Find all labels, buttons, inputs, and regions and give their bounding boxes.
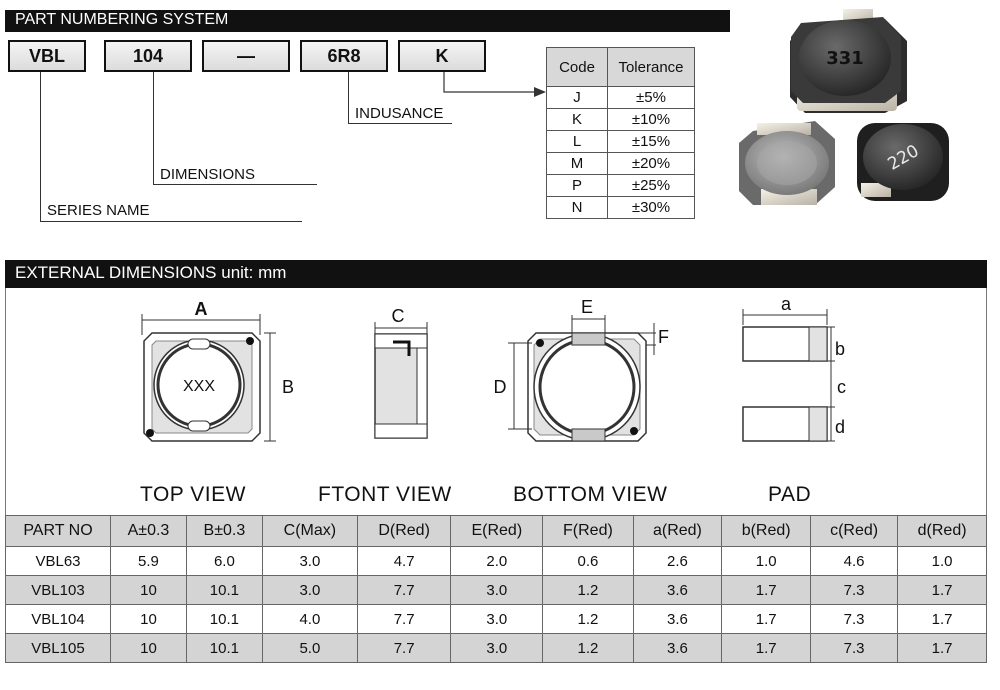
spec-cell: 1.7 xyxy=(722,605,811,634)
spec-cell: 3.6 xyxy=(633,576,722,605)
spec-cell: VBL104 xyxy=(6,605,111,634)
spec-header: A±0.3 xyxy=(111,516,187,547)
separator-box: — xyxy=(202,40,290,72)
spec-cell: 0.6 xyxy=(543,547,633,576)
dim-label-c: c xyxy=(837,377,846,397)
dimensions-leader-line xyxy=(153,72,154,185)
tolerance-value: ±20% xyxy=(608,153,695,175)
dim-label-b: b xyxy=(835,339,846,359)
spec-cell: 7.7 xyxy=(357,634,450,663)
spec-cell: 10 xyxy=(111,576,187,605)
spec-cell: 7.3 xyxy=(811,634,898,663)
spec-cell: 1.7 xyxy=(898,605,987,634)
part-numbering-title: PART NUMBERING SYSTEM xyxy=(5,10,730,32)
dim-label-D: D xyxy=(493,377,507,397)
spec-cell: 3.0 xyxy=(451,634,543,663)
spec-cell: 10 xyxy=(111,605,187,634)
spec-cell: VBL63 xyxy=(6,547,111,576)
spec-row xyxy=(6,634,987,663)
spec-cell: 3.0 xyxy=(262,576,357,605)
spec-cell: 5.0 xyxy=(262,634,357,663)
spec-header: a(Red) xyxy=(633,516,722,547)
dim-label-F: F xyxy=(658,327,669,347)
tolerance-row xyxy=(547,131,695,153)
spec-cell: VBL105 xyxy=(6,634,111,663)
pad-drawing xyxy=(735,293,870,453)
spec-cell: 3.0 xyxy=(451,605,543,634)
tolerance-row xyxy=(547,87,695,109)
spec-header: b(Red) xyxy=(722,516,811,547)
tolerance-value: ±30% xyxy=(608,197,695,219)
tolerance-code: K xyxy=(547,109,608,131)
top-view-drawing xyxy=(130,295,310,455)
spec-cell: 1.7 xyxy=(722,634,811,663)
spec-cell: 7.7 xyxy=(357,576,450,605)
spec-cell: VBL103 xyxy=(6,576,111,605)
tolerance-table xyxy=(546,47,695,219)
spec-cell: 4.6 xyxy=(811,547,898,576)
tolerance-row xyxy=(547,153,695,175)
spec-cell: 4.7 xyxy=(357,547,450,576)
spec-header: D(Red) xyxy=(357,516,450,547)
series-underline xyxy=(40,221,302,222)
spec-cell: 3.6 xyxy=(633,605,722,634)
dim-label-E: E xyxy=(580,297,594,317)
spec-cell: 1.0 xyxy=(898,547,987,576)
tolerance-value: ±15% xyxy=(608,131,695,153)
tolerance-header-code: Code xyxy=(547,48,608,87)
spec-cell: 1.7 xyxy=(898,634,987,663)
front-view-label: FTONT VIEW xyxy=(318,483,452,506)
top-view-label: TOP VIEW xyxy=(140,483,246,506)
spec-cell: 1.2 xyxy=(543,576,633,605)
spec-cell: 10.1 xyxy=(186,605,262,634)
inductor-mark-220: 220 xyxy=(884,141,923,175)
tolerance-code: L xyxy=(547,131,608,153)
series-leader-line xyxy=(40,72,41,222)
tolerance-row xyxy=(547,175,695,197)
spec-header: c(Red) xyxy=(811,516,898,547)
spec-cell: 5.9 xyxy=(111,547,187,576)
top-view-marking: XXX xyxy=(182,378,216,395)
inductor-331 xyxy=(790,9,907,113)
inductor-grey xyxy=(739,121,835,205)
spec-cell: 1.2 xyxy=(543,634,633,663)
dimension-spec-table xyxy=(5,515,987,663)
spec-cell: 7.3 xyxy=(811,576,898,605)
dim-label-B: B xyxy=(282,377,295,397)
spec-cell: 6.0 xyxy=(186,547,262,576)
spec-cell: 1.7 xyxy=(898,576,987,605)
spec-cell: 2.0 xyxy=(451,547,543,576)
external-dimensions-title: EXTERNAL DIMENSIONS unit: mm xyxy=(5,260,987,288)
spec-header: C(Max) xyxy=(262,516,357,547)
spec-header: F(Red) xyxy=(543,516,633,547)
tolerance-code-box: K xyxy=(398,40,486,72)
spec-cell: 7.3 xyxy=(811,605,898,634)
tolerance-value: ±25% xyxy=(608,175,695,197)
spec-header: B±0.3 xyxy=(186,516,262,547)
spec-cell: 7.7 xyxy=(357,605,450,634)
inductance-code-box: 6R8 xyxy=(300,40,388,72)
spec-cell: 1.7 xyxy=(722,576,811,605)
tolerance-row xyxy=(547,109,695,131)
spec-cell: 10.1 xyxy=(186,576,262,605)
dimensions-underline xyxy=(153,184,317,185)
tolerance-code: M xyxy=(547,153,608,175)
spec-cell: 10 xyxy=(111,634,187,663)
inductance-leader-line xyxy=(348,72,349,124)
inductance-underline xyxy=(348,123,452,124)
tolerance-arrow xyxy=(430,70,550,102)
pad-label: PAD xyxy=(768,483,812,506)
dim-label-A: A xyxy=(194,299,208,319)
inductor-product-photo xyxy=(735,5,990,210)
tolerance-row xyxy=(547,197,695,219)
spec-cell: 2.6 xyxy=(633,547,722,576)
dim-label-a: a xyxy=(780,294,792,314)
tolerance-header-tolerance: Tolerance xyxy=(608,48,695,87)
bottom-view-drawing xyxy=(488,293,673,453)
series-code-box: VBL xyxy=(8,40,86,72)
spec-cell: 3.0 xyxy=(262,547,357,576)
tolerance-value: ±5% xyxy=(608,87,695,109)
series-name-label: SERIES NAME xyxy=(47,202,150,219)
tolerance-code: P xyxy=(547,175,608,197)
tolerance-code: J xyxy=(547,87,608,109)
dim-label-C: C xyxy=(391,306,405,326)
inductance-label: INDUSANCE xyxy=(355,105,444,122)
spec-row xyxy=(6,547,987,576)
dim-label-d: d xyxy=(835,417,846,437)
spec-cell: 4.0 xyxy=(262,605,357,634)
spec-cell: 3.0 xyxy=(451,576,543,605)
spec-cell: 3.6 xyxy=(633,634,722,663)
dimensions-label: DIMENSIONS xyxy=(160,166,256,183)
spec-header: d(Red) xyxy=(898,516,987,547)
spec-cell: 1.0 xyxy=(722,547,811,576)
front-view-drawing xyxy=(365,300,445,445)
spec-row xyxy=(6,605,987,634)
spec-row xyxy=(6,576,987,605)
spec-cell: 10.1 xyxy=(186,634,262,663)
tolerance-code: N xyxy=(547,197,608,219)
spec-header: E(Red) xyxy=(451,516,543,547)
tolerance-value: ±10% xyxy=(608,109,695,131)
spec-cell: 1.2 xyxy=(543,605,633,634)
dimension-code-box: 104 xyxy=(104,40,192,72)
inductor-220 xyxy=(857,123,949,201)
bottom-view-label: BOTTOM VIEW xyxy=(513,483,668,506)
spec-header: PART NO xyxy=(6,516,111,547)
inductor-mark-331: 331 xyxy=(826,48,864,69)
